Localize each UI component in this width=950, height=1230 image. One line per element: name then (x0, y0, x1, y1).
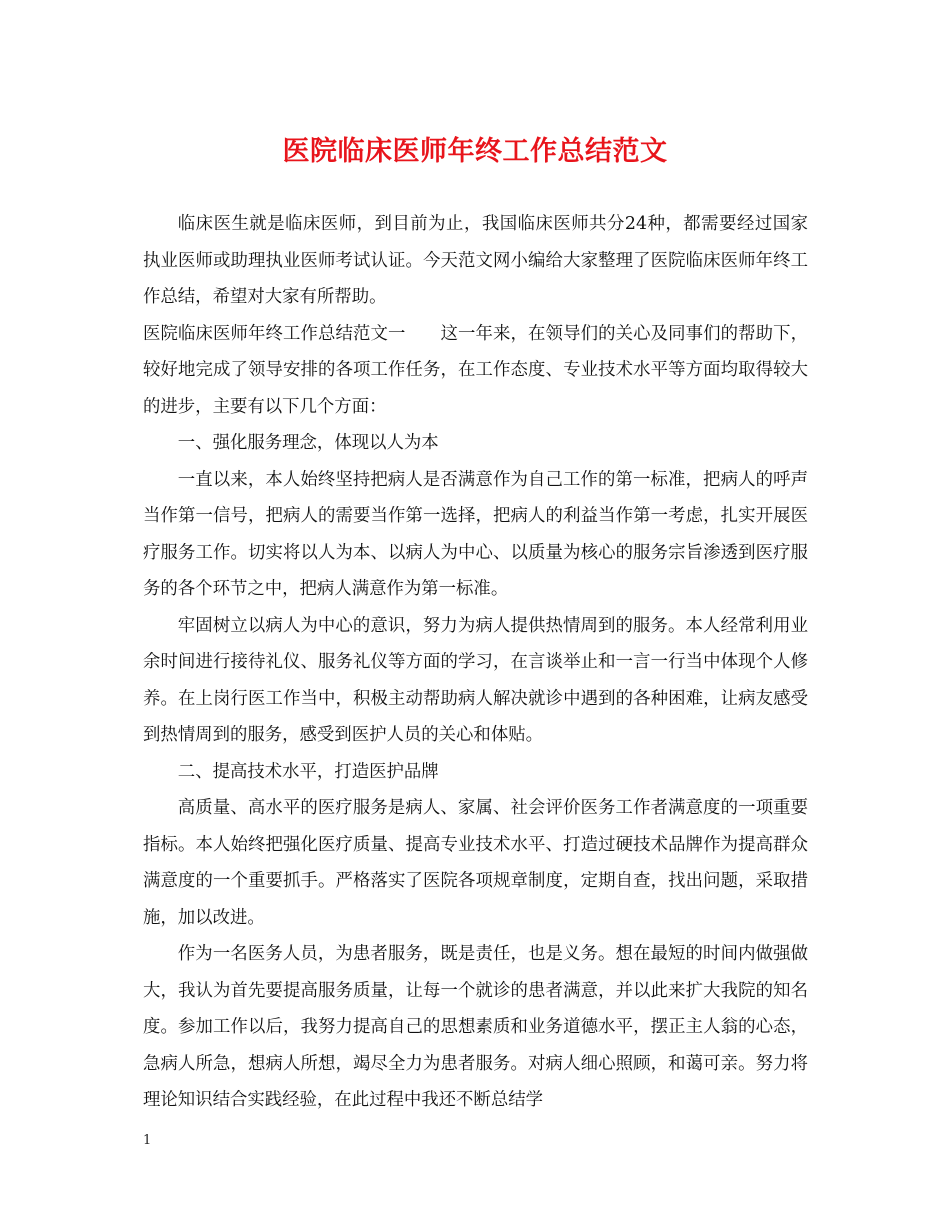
section-intro-paragraph: 医院临床医师年终工作总结范文一 这一年来，在领导们的关心及同事们的帮助下，较好地完成了领导安排的各项工作任务，在工作态度、专业技术水平等方面均取得较大的进步，主要有以下几个方面： (143, 323, 808, 417)
body-paragraph: 高质量、高水平的医疗服务是病人、家属、社会评价医务工作者满意度的一项重要指标。本人始终把强化医疗质量、提高专业技术水平、打造过硬技术品牌作为提高群众满意度的一个重要抓手。严格落实了医院各项规章制度，定期自查，找出问题，采取措施，加以改进。 (143, 798, 808, 928)
page-number: 1 (143, 1133, 152, 1148)
body-paragraph: 牢固树立以病人为中心的意识，努力为病人提供热情周到的服务。本人经常利用业余时间进行接待礼仪、服务礼仪等方面的学习，在言谈举止和一言一行当中体现个人修养。在上岗行医工作当中，积极主动帮助病人解决就诊中遇到的各种困难，让病友感受到热情周到的服务，感受到医护人员的关心和体贴。 (143, 615, 808, 745)
section-heading-2: 二、提高技术水平，打造医护品牌 (177, 761, 439, 782)
document-title: 医院临床医师年终工作总结范文 (282, 136, 668, 167)
body-paragraph: 作为一名医务人员，为患者服务，既是责任，也是义务。想在最短的时间内做强做大，我认为首先要提高服务质量，让每一个就诊的患者满意，并以此来扩大我院的知名度。参加工作以后，我努力提高自己的思想素质和业务道德水平，摆正主人翁的心态，急病人所急，想病人所想，竭尽全力为患者服务。对病人细心照顾，和蔼可亲。努力将理论知识结合实践经验，在此过程中我还不断总结学 (143, 944, 808, 1110)
intro-paragraph: 临床医生就是临床医师，到目前为止，我国临床医师共分24种，都需要经过国家执业医师或助理执业医师考试认证。今天范文网小编给大家整理了医院临床医师年终工作总结，希望对大家有所帮助。 (143, 214, 808, 307)
section-heading-1: 一、强化服务理念，体现以人为本 (177, 433, 439, 453)
body-paragraph: 一直以来，本人始终坚持把病人是否满意作为自己工作的第一标准，把病人的呼声当作第一信号，把病人的需要当作第一选择，把病人的利益当作第一考虑，扎实开展医疗服务工作。切实将以人为本、以病人为中心、以质量为核心的服务宗旨渗透到医疗服务的各个环节之中，把病人满意作为第一标准。 (143, 469, 808, 599)
document-body (143, 206, 808, 1119)
